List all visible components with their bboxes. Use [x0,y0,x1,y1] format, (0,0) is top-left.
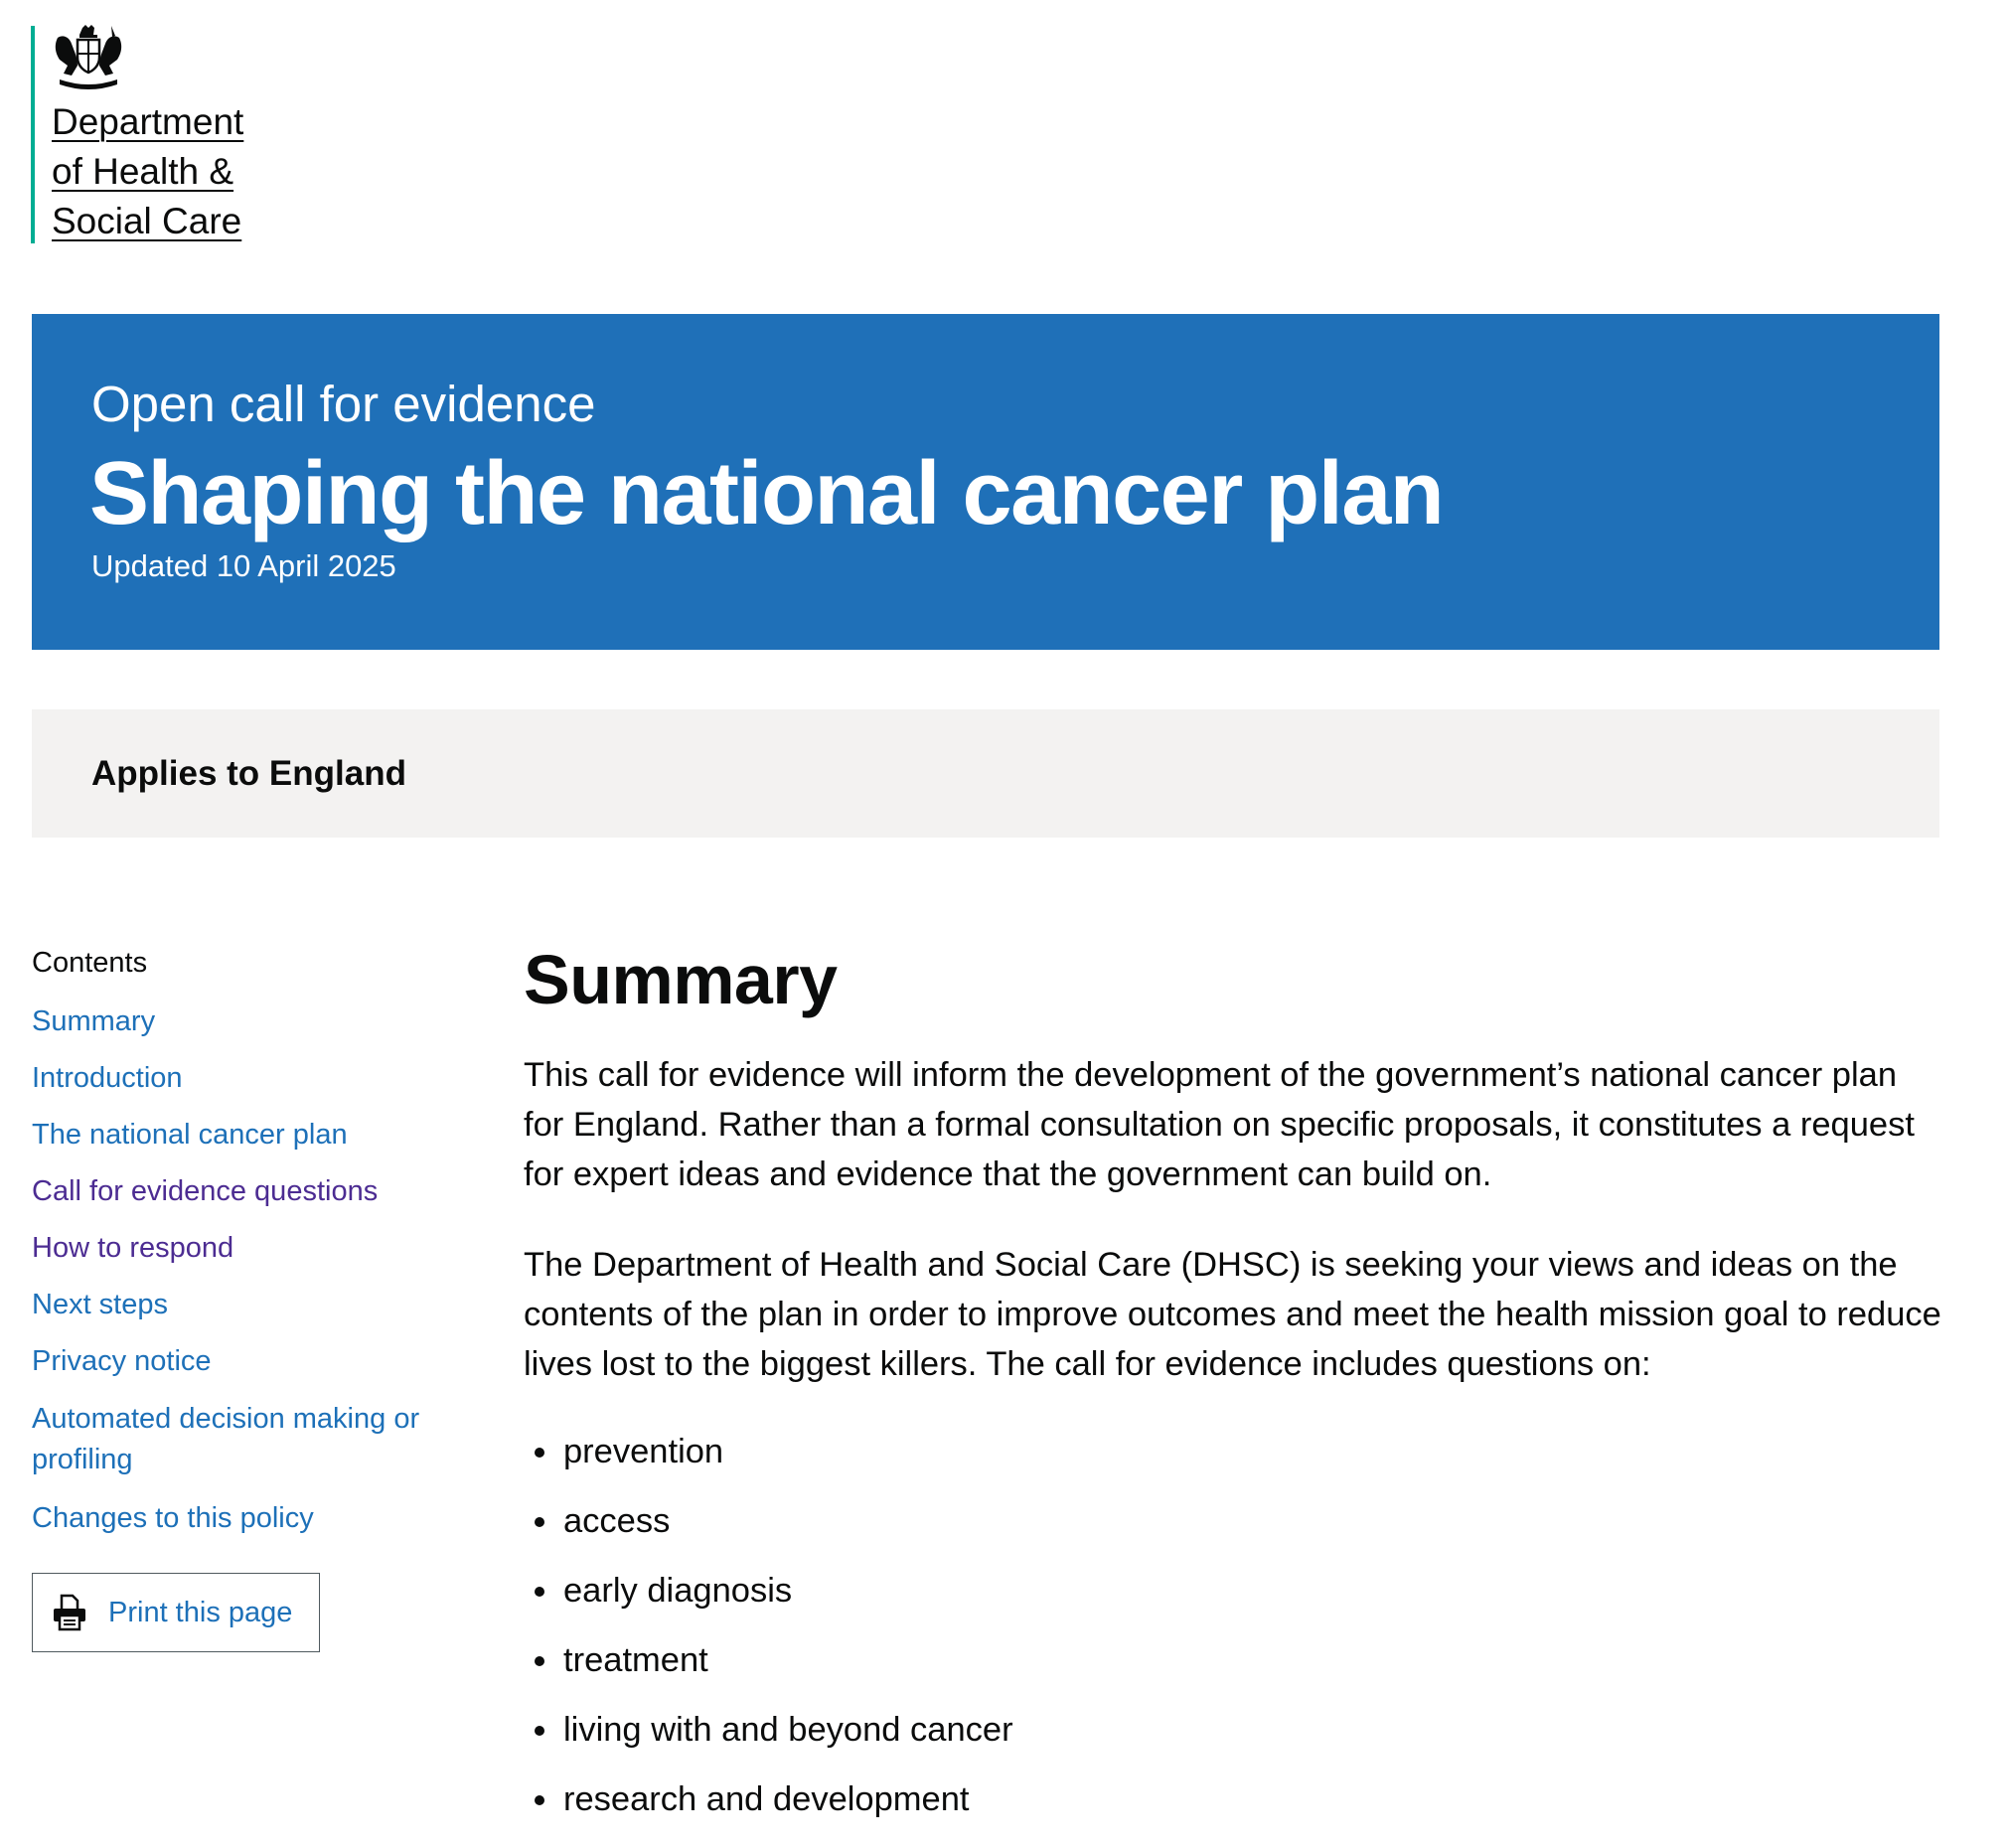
contents-heading: Contents [32,947,148,979]
contents-item [32,1116,469,1154]
page-title: Shaping the national cancer plan [89,444,1444,543]
document-type-label: Open call for evidence [91,376,596,432]
contents-link-next-steps[interactable]: Next steps [32,1289,168,1320]
page-title-banner [32,314,1939,650]
summary-paragraph: The Department of Health and Social Care (DHSC) is seeking your views and ideas on the contents of the plan in order to improve outcomes and meet the health mission goal to reduce lives lost to the biggest killers. The call for evidence includes questions on: [524,1246,1941,1383]
contents-link-privacy-notice[interactable]: Privacy notice [32,1345,212,1377]
topic-item: treatment [524,1635,1944,1685]
contents-item [32,1229,469,1267]
section-heading-summary: Summary [524,941,838,1018]
summary-paragraph: This call for evidence will inform the development of the government’s national cancer plan for England. Rather than a formal consultation on specific proposals, it constitutes a request for expert ideas and evidence that the government can build on. [524,1056,1915,1193]
contents-link-introduction[interactable]: Introduction [32,1062,183,1094]
print-page-label: Print this page [108,1596,293,1628]
contents-item [32,1002,469,1040]
applies-to-box [32,709,1939,838]
organisation-name-line: Department [52,101,244,142]
contents-list [32,1002,469,1556]
organisation-name-line: Social Care [52,201,242,241]
organisation-brand-bar [31,26,35,243]
contents-item [32,1499,469,1537]
contents-link-national-cancer-plan[interactable]: The national cancer plan [32,1119,348,1151]
contents-item [32,1172,469,1210]
print-page-button[interactable] [32,1573,320,1652]
main-content [524,934,1944,1844]
printer-icon [53,1594,86,1631]
contents-link-how-to-respond[interactable]: How to respond [32,1232,234,1264]
applies-to-label: Applies to England [91,754,406,793]
contents-link-automated-decision-making[interactable]: Automated decision making or profiling [32,1403,420,1475]
topics-list [524,1427,1944,1824]
topic-item: access [524,1496,1944,1546]
organisation-name-line: of Health & [52,151,234,192]
contents-link-summary[interactable]: Summary [32,1005,156,1037]
contents-item [32,1286,469,1323]
contents-link-call-for-evidence-questions[interactable]: Call for evidence questions [32,1175,379,1207]
topic-item: early diagnosis [524,1566,1944,1616]
organisation-name-link[interactable] [52,97,243,246]
contents-link-changes-to-policy[interactable]: Changes to this policy [32,1502,314,1534]
topic-item: research and development [524,1774,1944,1824]
topic-item: living with and beyond cancer [524,1705,1944,1755]
contents-item [32,1342,469,1380]
royal-coat-of-arms-icon [50,24,127,91]
contents-item [32,1399,469,1480]
updated-date: Updated 10 April 2025 [91,548,396,583]
contents-item [32,1059,469,1097]
topic-item: prevention [524,1427,1944,1476]
